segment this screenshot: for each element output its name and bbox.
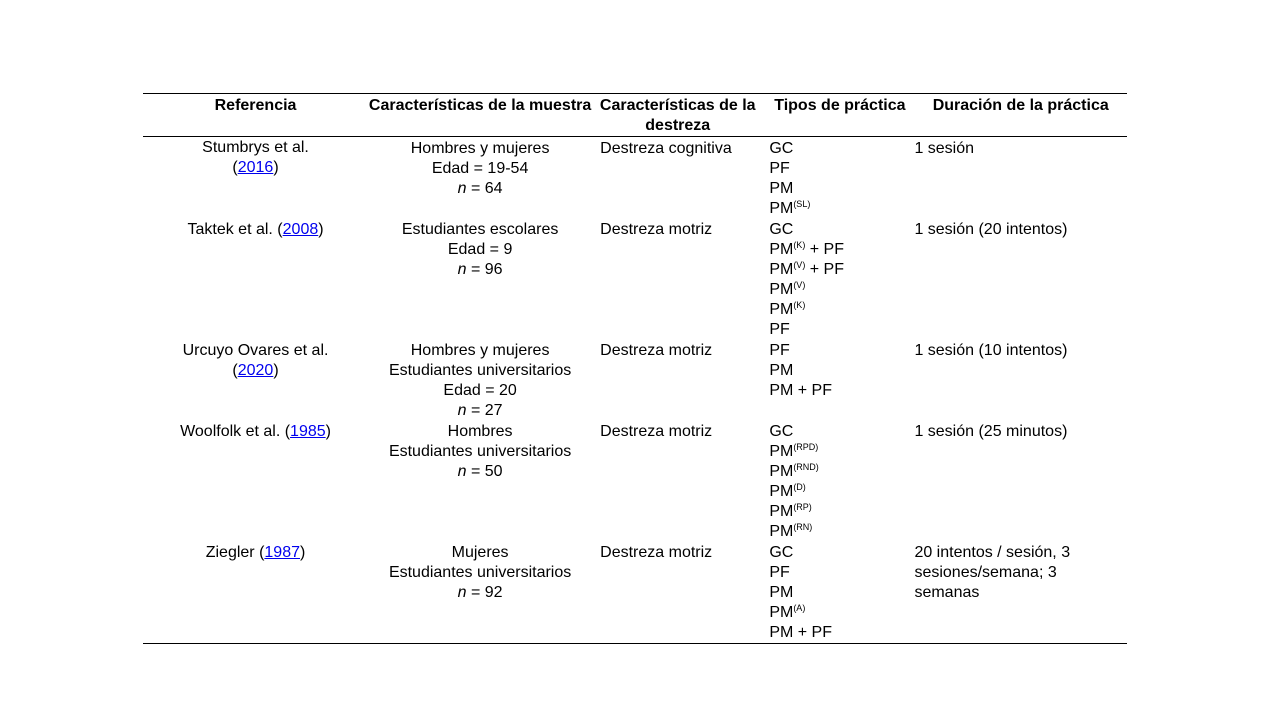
practice-type-line bbox=[769, 603, 910, 623]
citation-year-link[interactable]: 1985 bbox=[290, 423, 326, 440]
practice-types-cell bbox=[763, 219, 910, 340]
sample-size-symbol: n bbox=[457, 402, 467, 419]
header-referencia: Referencia bbox=[214, 97, 297, 114]
sample-cell bbox=[368, 340, 592, 421]
table-row bbox=[143, 340, 1127, 421]
citation-year-link[interactable]: 2020 bbox=[237, 362, 274, 379]
practice-type-line bbox=[769, 442, 910, 462]
practice-code: GC bbox=[769, 423, 794, 440]
sample-size-symbol: n bbox=[457, 180, 467, 197]
sample-line: n = 27 bbox=[457, 402, 503, 419]
skill-cell: Destreza motriz bbox=[600, 342, 713, 359]
reference-authors: Taktek et al. ( bbox=[187, 221, 283, 238]
practice-comparison-table bbox=[143, 93, 1127, 644]
practice-code: PF bbox=[769, 321, 790, 338]
citation-year-link[interactable]: 2008 bbox=[282, 221, 319, 238]
sample-line: Hombres y mujeres bbox=[410, 140, 550, 157]
reference-cell bbox=[143, 137, 368, 220]
sample-line: n = 50 bbox=[457, 463, 503, 480]
practice-type-line bbox=[769, 260, 910, 280]
practice-code: PM bbox=[769, 443, 794, 460]
reference-close-paren: ) bbox=[325, 423, 331, 440]
duration-cell: 1 sesión (10 intentos) bbox=[914, 342, 1068, 359]
sample-size-symbol: n bbox=[457, 261, 467, 278]
table-row bbox=[143, 421, 1127, 542]
sample-line: n = 96 bbox=[457, 261, 503, 278]
practice-types-cell bbox=[763, 340, 910, 421]
reference-close-paren: ) bbox=[273, 159, 279, 176]
sample-line: Edad = 9 bbox=[447, 241, 513, 258]
sample-cell bbox=[368, 137, 592, 220]
practice-types-cell bbox=[763, 137, 910, 220]
reference-authors: Stumbrys et al. ( bbox=[202, 139, 309, 176]
practice-code: PF bbox=[769, 342, 790, 359]
practice-code: PM bbox=[769, 200, 794, 217]
reference-close-paren: ) bbox=[300, 544, 306, 561]
practice-type-line bbox=[769, 320, 910, 340]
practice-types-cell bbox=[763, 542, 910, 644]
sample-line: Estudiantes universitarios bbox=[388, 564, 572, 581]
skill-cell: Destreza motriz bbox=[600, 221, 713, 238]
duration-cell: 1 sesión (25 minutos) bbox=[914, 423, 1068, 440]
practice-modifier: (V) bbox=[793, 260, 806, 270]
practice-code: GC bbox=[769, 221, 794, 238]
practice-type-line bbox=[769, 563, 910, 583]
practice-code: PM bbox=[769, 483, 794, 500]
sample-line: Hombres bbox=[447, 423, 513, 440]
practice-code: PM bbox=[769, 584, 794, 601]
duration-cell: 1 sesión (20 intentos) bbox=[914, 221, 1068, 238]
practice-modifier: (V) bbox=[793, 280, 806, 290]
practice-type-line bbox=[769, 381, 910, 401]
practice-type-line bbox=[769, 199, 910, 219]
practice-code: PM bbox=[769, 180, 794, 197]
duration-cell: 20 intentos / sesión, 3 sesiones/semana; 3 semanas bbox=[914, 544, 1071, 601]
sample-line: Estudiantes universitarios bbox=[388, 362, 572, 379]
sample-cell bbox=[368, 421, 592, 542]
practice-modifier: (SL) bbox=[793, 199, 811, 209]
sample-line: Estudiantes escolares bbox=[401, 221, 559, 238]
practice-code: PM bbox=[769, 604, 794, 621]
header-tipos-practica: Tipos de práctica bbox=[774, 97, 906, 114]
header-destreza: Características de la destreza bbox=[599, 97, 756, 134]
practice-type-line bbox=[769, 422, 910, 442]
practice-type-line bbox=[769, 179, 910, 199]
practice-modifier: (RND) bbox=[793, 462, 819, 472]
sample-size-symbol: n bbox=[457, 584, 467, 601]
table-row bbox=[143, 542, 1127, 644]
practice-code: PM + PF bbox=[769, 624, 832, 641]
practice-combination: + PF bbox=[805, 241, 844, 258]
sample-line: n = 64 bbox=[457, 180, 503, 197]
table-row bbox=[143, 137, 1127, 220]
practice-code: GC bbox=[769, 544, 794, 561]
reference-cell bbox=[143, 219, 368, 340]
practice-code: PF bbox=[769, 564, 790, 581]
practice-types-cell bbox=[763, 421, 910, 542]
practice-code: PM bbox=[769, 463, 794, 480]
reference-authors: Urcuyo Ovares et al. ( bbox=[182, 342, 329, 379]
practice-type-line bbox=[769, 522, 910, 542]
practice-comparison-table-container bbox=[143, 93, 1127, 644]
sample-size-symbol: n bbox=[457, 463, 467, 480]
reference-cell bbox=[143, 542, 368, 644]
reference-cell bbox=[143, 340, 368, 421]
table-row bbox=[143, 219, 1127, 340]
practice-modifier: (RP) bbox=[793, 502, 812, 512]
citation-year-link[interactable]: 2016 bbox=[237, 159, 274, 176]
practice-type-line bbox=[769, 502, 910, 522]
table-header-row bbox=[143, 94, 1127, 137]
reference-cell bbox=[143, 421, 368, 542]
sample-line: Edad = 20 bbox=[443, 382, 517, 399]
practice-modifier: (A) bbox=[793, 603, 806, 613]
sample-line: Edad = 19-54 bbox=[431, 160, 529, 177]
reference-close-paren: ) bbox=[273, 362, 279, 379]
practice-type-line bbox=[769, 543, 910, 563]
duration-cell: 1 sesión bbox=[914, 140, 975, 157]
practice-code: PM bbox=[769, 503, 794, 520]
practice-modifier: (D) bbox=[793, 482, 806, 492]
skill-cell: Destreza cognitiva bbox=[600, 140, 732, 157]
header-muestra: Características de la muestra bbox=[368, 97, 592, 114]
sample-line: Mujeres bbox=[451, 544, 509, 561]
practice-combination: + PF bbox=[805, 261, 844, 278]
practice-type-line bbox=[769, 240, 910, 260]
practice-type-line bbox=[769, 361, 910, 381]
practice-code: PM bbox=[769, 523, 794, 540]
sample-cell bbox=[368, 542, 592, 644]
header-duracion: Duración de la práctica bbox=[932, 97, 1109, 114]
practice-code: PM + PF bbox=[769, 382, 832, 399]
practice-code: GC bbox=[769, 140, 794, 157]
practice-modifier: (RN) bbox=[793, 522, 813, 532]
practice-modifier: (K) bbox=[793, 240, 806, 250]
practice-type-line bbox=[769, 623, 910, 643]
practice-type-line bbox=[769, 220, 910, 240]
practice-code: PM bbox=[769, 362, 794, 379]
practice-type-line bbox=[769, 139, 910, 159]
practice-type-line bbox=[769, 280, 910, 300]
skill-cell: Destreza motriz bbox=[600, 544, 713, 561]
practice-type-line bbox=[769, 159, 910, 179]
sample-line: n = 92 bbox=[457, 584, 503, 601]
practice-type-line bbox=[769, 300, 910, 320]
practice-code: PM bbox=[769, 281, 794, 298]
citation-year-link[interactable]: 1987 bbox=[264, 544, 300, 561]
practice-type-line bbox=[769, 341, 910, 361]
practice-code: PF bbox=[769, 160, 790, 177]
reference-close-paren: ) bbox=[318, 221, 324, 238]
practice-type-line bbox=[769, 482, 910, 502]
sample-line: Estudiantes universitarios bbox=[388, 443, 572, 460]
practice-modifier: (RPD) bbox=[793, 442, 819, 452]
sample-cell bbox=[368, 219, 592, 340]
practice-code: PM bbox=[769, 301, 794, 318]
reference-authors: Woolfolk et al. ( bbox=[180, 423, 291, 440]
sample-line: Hombres y mujeres bbox=[410, 342, 550, 359]
practice-type-line bbox=[769, 462, 910, 482]
practice-modifier: (K) bbox=[793, 300, 806, 310]
table-body bbox=[143, 137, 1127, 644]
practice-type-line bbox=[769, 583, 910, 603]
practice-code: PM bbox=[769, 261, 794, 278]
practice-code: PM bbox=[769, 241, 794, 258]
reference-authors: Ziegler ( bbox=[205, 544, 265, 561]
skill-cell: Destreza motriz bbox=[600, 423, 713, 440]
